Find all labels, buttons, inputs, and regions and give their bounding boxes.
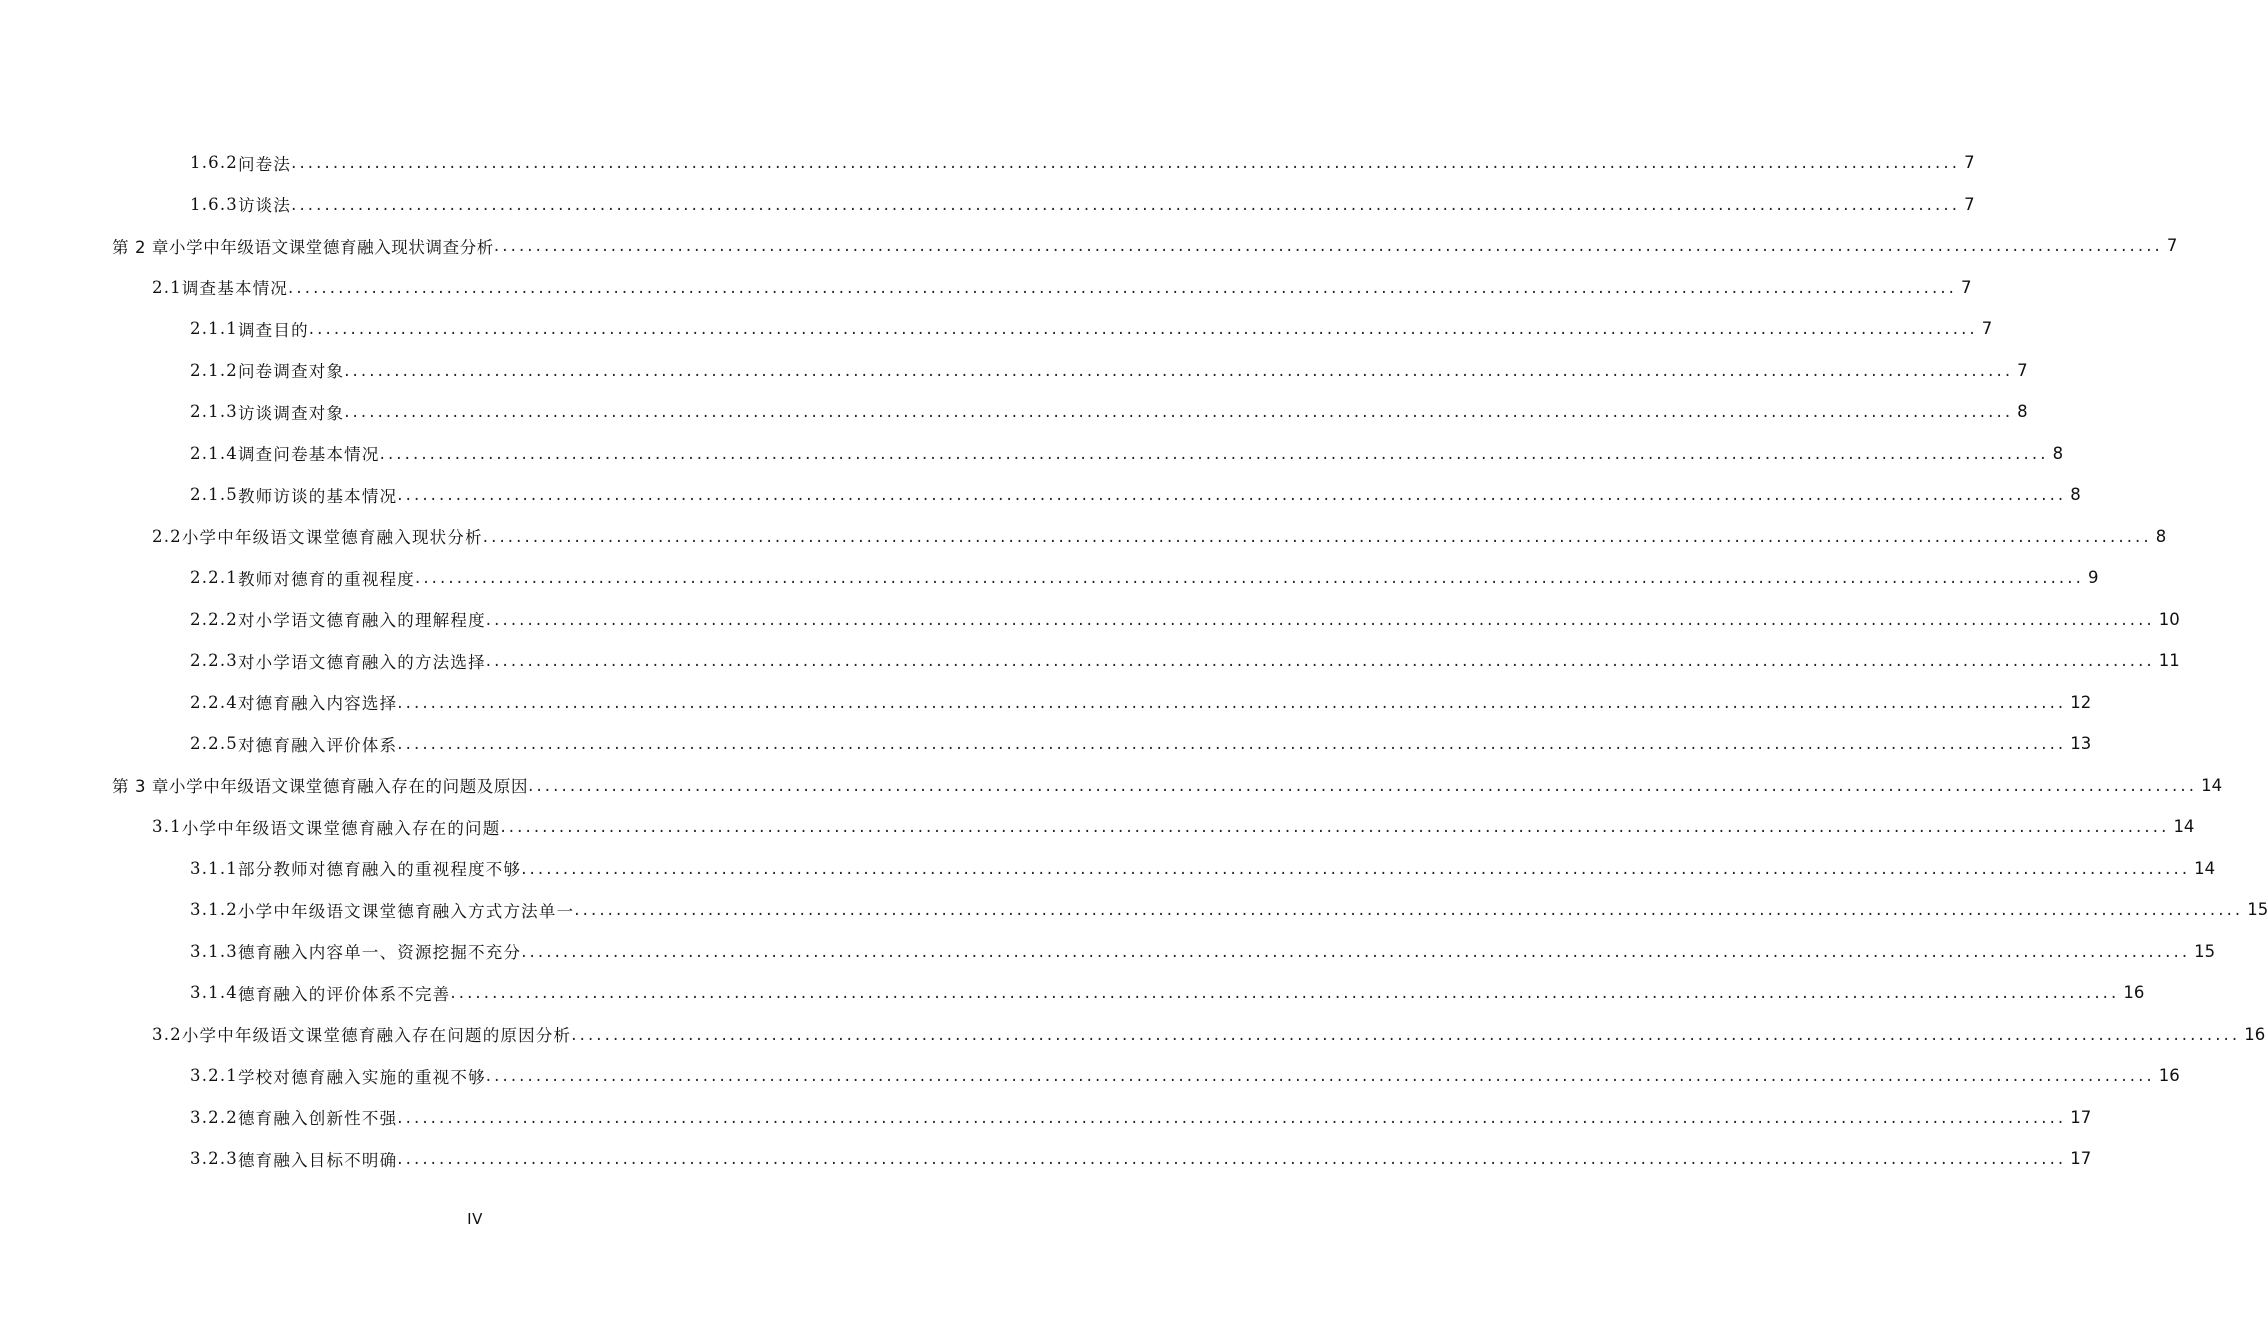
toc-entry-title: 对德育融入内容选择 xyxy=(237,694,398,714)
toc-entry-page: 14 xyxy=(2201,775,2223,795)
toc-leader-dots: ........................................................................................................................................................................................................ xyxy=(521,941,2191,961)
toc-entry-number: 3.1.2 xyxy=(190,900,238,920)
toc-entry-page: 17 xyxy=(2070,1149,2092,1169)
toc-entry-number: 第 3 章 xyxy=(112,777,169,797)
toc-entry-number: 2.1 xyxy=(152,277,182,297)
toc-entry xyxy=(0,516,2167,558)
toc-entry-page: 7 xyxy=(1961,277,1972,297)
toc-entry xyxy=(0,557,2099,599)
toc-entry-page: 17 xyxy=(2070,1107,2092,1127)
toc-entry-number: 2.2.2 xyxy=(190,609,238,629)
toc-entry-page: 7 xyxy=(1981,319,1993,339)
toc-entry xyxy=(0,1014,2266,1056)
toc-entry-number: 2.2.5 xyxy=(190,734,238,754)
toc-leader-dots: ........................................................................................................................................................................................................ xyxy=(485,609,2155,629)
toc-leader-dots: ........................................................................................................................................................................................................ xyxy=(291,153,1961,173)
toc-entry-number: 2.1.3 xyxy=(190,402,238,422)
toc-leader-dots: ........................................................................................................................................................................................................ xyxy=(397,485,2067,505)
toc-entry-title: 小学中年级语文课堂德育融入存在问题的原因分析 xyxy=(181,1026,572,1046)
toc-entry xyxy=(0,474,2081,516)
toc-entry-page: 16 xyxy=(2158,1066,2180,1086)
toc-entry-title: 部分教师对德育融入的重视程度不够 xyxy=(237,860,522,880)
toc-entry-page: 8 xyxy=(2017,402,2028,422)
toc-entry xyxy=(0,599,2180,641)
toc-entry xyxy=(0,308,1993,350)
toc-leader-dots: ........................................................................................................................................................................................................ xyxy=(485,1066,2155,1086)
toc-leader-dots: ........................................................................................................................................................................................................ xyxy=(397,734,2067,754)
toc-entry xyxy=(0,889,2268,931)
page-number: IV xyxy=(467,1210,483,1228)
toc-leader-dots: ........................................................................................................................................................................................................ xyxy=(344,402,2014,422)
toc-entry xyxy=(0,848,2216,890)
toc-entry xyxy=(0,433,2064,475)
toc-entry-page: 7 xyxy=(1964,153,1975,173)
toc-leader-dots: ........................................................................................................................................................................................................ xyxy=(482,526,2152,546)
toc-entry-title: 德育融入内容单一、资源挖掘不充分 xyxy=(237,943,522,963)
toc-entry-page: 7 xyxy=(2017,360,2028,380)
toc-entry xyxy=(0,723,2092,765)
toc-entry-number: 2.2.1 xyxy=(190,568,238,588)
toc-entry-page: 8 xyxy=(2070,485,2081,505)
toc-leader-dots: ........................................................................................................................................................................................................ xyxy=(571,1024,2241,1044)
toc-entry-page: 16 xyxy=(2123,983,2145,1003)
toc-entry-number: 2.1.4 xyxy=(190,443,238,463)
toc-entry xyxy=(0,225,2178,267)
toc-entry xyxy=(0,1055,2180,1097)
toc-entry-number: 2.2.4 xyxy=(190,692,238,712)
toc-entry-number: 第 2 章 xyxy=(112,237,169,257)
toc-entry-number: 3.2.1 xyxy=(190,1066,238,1086)
toc-leader-dots: ........................................................................................................................................................................................................ xyxy=(493,236,2163,256)
toc-entry-page: 15 xyxy=(2194,941,2216,961)
toc-entry-title: 问卷调查对象 xyxy=(237,362,345,382)
toc-entry-page: 13 xyxy=(2070,734,2092,754)
toc-entry-title: 调查基本情况 xyxy=(181,279,289,299)
toc-leader-dots: ........................................................................................................................................................................................................ xyxy=(485,651,2155,671)
toc-entry-number: 3.2 xyxy=(152,1024,182,1044)
toc-entry xyxy=(0,682,2092,724)
toc-leader-dots: ........................................................................................................................................................................................................ xyxy=(521,858,2191,878)
toc-leader-dots: ........................................................................................................................................................................................................ xyxy=(288,277,1958,297)
toc-entry-page: 7 xyxy=(2166,236,2178,256)
toc-leader-dots: ........................................................................................................................................................................................................ xyxy=(379,443,2049,463)
table-of-contents xyxy=(0,142,2268,1180)
toc-leader-dots: ........................................................................................................................................................................................................ xyxy=(528,775,2198,795)
toc-entry-number: 2.1.1 xyxy=(190,319,238,339)
toc-entry-title: 学校对德育融入实施的重视不够 xyxy=(237,1067,486,1087)
toc-entry-number: 2.1.2 xyxy=(190,360,238,380)
toc-entry-page: 16 xyxy=(2244,1024,2266,1044)
toc-entry-title: 小学中年级语文课堂德育融入存在的问题 xyxy=(181,818,501,838)
toc-entry xyxy=(0,184,1975,226)
toc-entry xyxy=(0,972,2145,1014)
toc-entry-number: 3.1 xyxy=(152,817,182,837)
toc-entry xyxy=(0,1097,2092,1139)
toc-entry xyxy=(0,350,2028,392)
toc-leader-dots: ........................................................................................................................................................................................................ xyxy=(500,817,2170,837)
toc-entry-title: 调查问卷基本情况 xyxy=(237,445,380,465)
toc-entry-title: 对小学语文德育融入的理解程度 xyxy=(237,611,486,631)
toc-entry-title: 教师对德育的重视程度 xyxy=(237,569,415,589)
toc-leader-dots: ........................................................................................................................................................................................................ xyxy=(414,568,2084,588)
toc-entry-number: 3.1.4 xyxy=(190,983,238,1003)
toc-entry-number: 2.1.5 xyxy=(190,485,238,505)
toc-entry-title: 访谈法 xyxy=(237,196,292,216)
toc-entry xyxy=(0,931,2216,973)
toc-entry-number: 3.2.3 xyxy=(190,1149,238,1169)
toc-entry-title: 调查目的 xyxy=(237,320,309,340)
toc-entry-number: 2.2 xyxy=(152,526,182,546)
toc-entry-number: 2.2.3 xyxy=(190,651,238,671)
toc-entry xyxy=(0,1138,2092,1180)
toc-entry-number: 3.1.1 xyxy=(190,858,238,878)
toc-entry-page: 15 xyxy=(2247,900,2268,920)
toc-entry xyxy=(0,267,1972,309)
toc-entry-page: 8 xyxy=(2155,526,2167,546)
toc-entry-title: 问卷法 xyxy=(237,154,292,174)
toc-entry-title: 德育融入目标不明确 xyxy=(237,1150,398,1170)
toc-entry-page: 14 xyxy=(2194,858,2216,878)
toc-leader-dots: ........................................................................................................................................................................................................ xyxy=(397,692,2067,712)
toc-entry-title: 对德育融入评价体系 xyxy=(237,735,398,755)
toc-entry-title: 小学中年级语文课堂德育融入方式方法单一 xyxy=(237,901,575,921)
toc-entry-page: 14 xyxy=(2173,817,2195,837)
toc-leader-dots: ........................................................................................................................................................................................................ xyxy=(450,983,2120,1003)
toc-entry-number: 3.2.2 xyxy=(190,1107,238,1127)
toc-leader-dots: ........................................................................................................................................................................................................ xyxy=(291,194,1961,214)
toc-entry xyxy=(0,765,2223,807)
toc-entry xyxy=(0,391,2028,433)
toc-entry-title: 小学中年级语文课堂德育融入现状调查分析 xyxy=(169,237,494,257)
toc-entry xyxy=(0,806,2195,848)
toc-leader-dots: ........................................................................................................................................................................................................ xyxy=(574,900,2244,920)
toc-leader-dots: ........................................................................................................................................................................................................ xyxy=(308,319,1978,339)
toc-entry xyxy=(0,640,2180,682)
toc-entry-title: 小学中年级语文课堂德育融入现状分析 xyxy=(181,528,483,548)
toc-entry xyxy=(0,142,1975,184)
toc-entry-page: 8 xyxy=(2052,443,2064,463)
toc-entry-title: 小学中年级语文课堂德育融入存在的问题及原因 xyxy=(169,777,529,797)
toc-leader-dots: ........................................................................................................................................................................................................ xyxy=(397,1149,2067,1169)
toc-entry-title: 访谈调查对象 xyxy=(237,403,345,423)
toc-entry-title: 教师访谈的基本情况 xyxy=(237,486,398,506)
toc-entry-number: 1.6.2 xyxy=(190,153,238,173)
toc-entry-page: 10 xyxy=(2158,609,2180,629)
toc-entry-number: 1.6.3 xyxy=(190,194,238,214)
toc-entry-page: 9 xyxy=(2087,568,2099,588)
toc-entry-page: 7 xyxy=(1964,194,1975,214)
toc-entry-title: 德育融入创新性不强 xyxy=(237,1109,398,1129)
toc-entry-page: 12 xyxy=(2070,692,2092,712)
toc-entry-title: 德育融入的评价体系不完善 xyxy=(237,984,451,1004)
toc-entry-title: 对小学语文德育融入的方法选择 xyxy=(237,652,486,672)
toc-entry-page: 11 xyxy=(2158,651,2180,671)
toc-leader-dots: ........................................................................................................................................................................................................ xyxy=(344,360,2014,380)
toc-entry-number: 3.1.3 xyxy=(190,941,238,961)
toc-leader-dots: ........................................................................................................................................................................................................ xyxy=(397,1107,2067,1127)
